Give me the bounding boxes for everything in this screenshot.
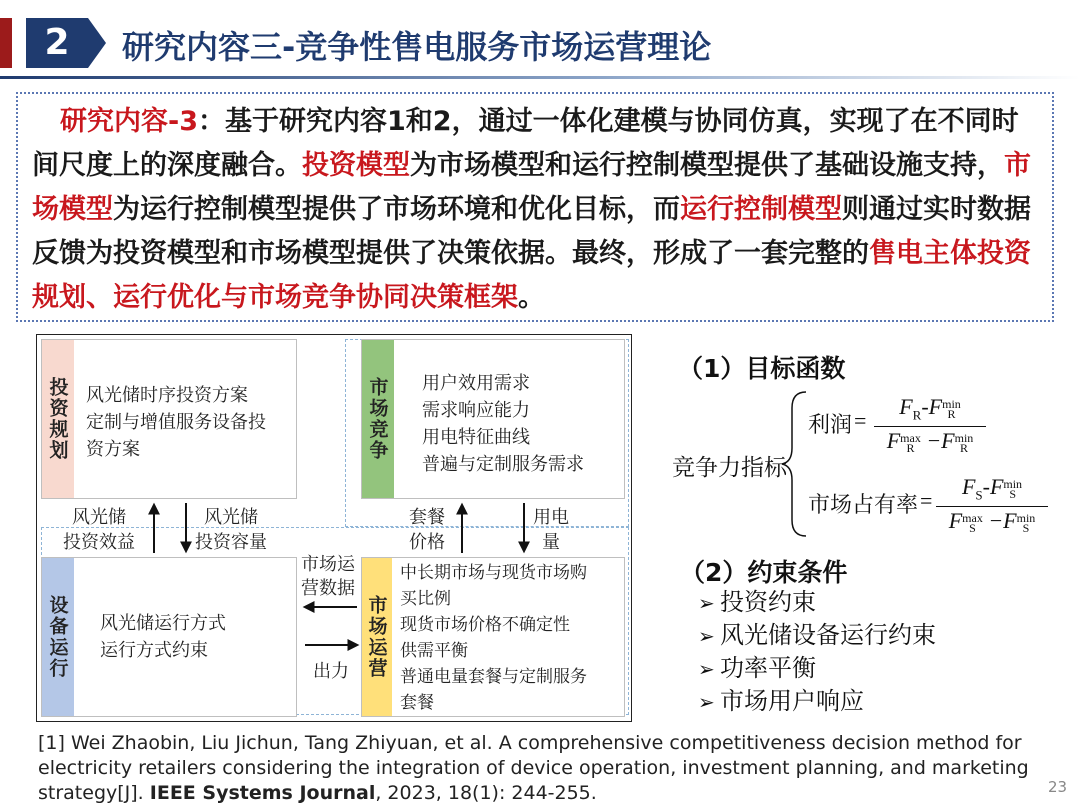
market-ops-line: 套餐 [400, 693, 434, 713]
equals-sign: = [854, 408, 867, 433]
constraint-item [698, 685, 936, 718]
slide-title: 研究内容三-竞争性售电服务市场运营理论 [122, 28, 712, 66]
reference-suffix: , 2023, 18(1): 244-255. [375, 782, 597, 804]
bullet-arrow-icon: ➢ [698, 591, 715, 615]
market-ops-line: 普通电量套餐与定制服务 [400, 667, 587, 687]
constraint-label: 市场用户响应 [720, 687, 864, 715]
market-ops-line: 供需平衡 [400, 641, 468, 661]
constraint-label: 功率平衡 [720, 654, 816, 682]
intro-segment: 。 [518, 282, 545, 313]
constraint-label: 投资约束 [720, 588, 816, 616]
intro-segment: 售电主体投资规划、运行优化与市场竞争协同决策框架 [32, 238, 1031, 313]
profit-numerator: $F_R-F$ min R [899, 394, 961, 423]
profit-fraction-bar [874, 426, 986, 427]
share-label: 市场占有率 [808, 492, 919, 517]
share-fraction-bar [936, 506, 1048, 507]
market-ops-line: 买比例 [400, 589, 451, 609]
page-number: 23 [1048, 778, 1068, 796]
market-line: 用户效用需求 [422, 373, 530, 394]
investment-line: 资方案 [86, 439, 140, 460]
intro-segment: 为运行控制模型提供了市场环境和优化目标，而 [113, 194, 680, 225]
section-number-badge: 2 [26, 18, 88, 68]
profit-label: 利润 [808, 412, 853, 437]
capacity-label-line: 投资容量 [195, 532, 267, 553]
market-line: 普遍与定制服务需求 [422, 454, 584, 475]
market-line: 需求响应能力 [422, 400, 530, 421]
capacity-label-line: 风光储 [204, 507, 258, 528]
market-operation-tag: 市场运营 [362, 558, 392, 716]
profit-denominator: F max R −F min R [886, 428, 974, 455]
intro-segment: ：基于研究内容1和2，通过一体化建模与协同仿真，实现了在不同时间尺度上的深度融合。 [32, 106, 1019, 181]
bullet-arrow-icon: ➢ [698, 624, 715, 648]
bullet-arrow-icon: ➢ [698, 690, 715, 714]
constraint-item [698, 652, 936, 685]
bullet-arrow-icon: ➢ [698, 657, 715, 681]
market-competition-tag: 市场竞争 [362, 340, 394, 498]
reference-text: [1] Wei Zhaobin, Liu Jichun, Tang Zhiyuan, et al. A comprehensive competitiveness decision method for electricity retailers considering the integration of device operation, investment planning, and marketing strategy[J]. [38, 732, 1029, 804]
equals-sign: = [920, 488, 933, 513]
market-data-label-line: 营数据 [301, 578, 355, 599]
operation-line: 运行方式约束 [100, 640, 208, 661]
investment-line: 风光储时序投资方案 [86, 385, 248, 406]
reference-citation [38, 731, 1038, 806]
investment-line: 定制与增值服务设备投 [86, 412, 266, 433]
market-ops-line: 中长期市场与现货市场购 [400, 563, 587, 583]
constraints-title: （2）约束条件 [680, 558, 848, 587]
share-denominator: F max S −F min S [948, 508, 1036, 535]
consumption-label-line: 量 [542, 532, 560, 553]
consumption-label-line: 用电 [533, 507, 569, 528]
package-price-label-line: 价格 [409, 532, 445, 553]
market-line: 用电特征曲线 [422, 427, 530, 448]
benefit-label-line: 风光储 [72, 507, 126, 528]
intro-segment: 投资模型 [302, 150, 410, 181]
package-price-label-line: 套餐 [409, 507, 445, 528]
market-data-label-line: 市场运 [301, 554, 355, 575]
operation-line: 风光储运行方式 [100, 613, 226, 634]
constraint-label: 风光储设备运行约束 [720, 621, 936, 649]
investment-tag: 投资规划 [42, 340, 74, 498]
output-label: 出力 [313, 661, 349, 682]
intro-segment: 运行控制模型 [680, 194, 842, 225]
intro-segment: 为市场模型和运行控制模型提供了基础设施支持， [410, 150, 1004, 181]
device-operation-tag: 设备运行 [42, 558, 74, 716]
intro-segment: 则通过实时数据反馈为投资模型和市场模型提供了决策依据。最终，形成了一套完整的 [32, 194, 1031, 269]
intro-segment: 市场模型 [32, 150, 1031, 225]
market-ops-line: 现货市场价格不确定性 [400, 615, 570, 635]
constraints-list [698, 586, 936, 718]
constraint-item [698, 619, 936, 652]
constraint-item [698, 586, 936, 619]
intro-segment: 研究内容-3 [60, 106, 198, 137]
reference-journal: IEEE Systems Journal [149, 782, 376, 804]
benefit-label-line: 投资效益 [63, 532, 135, 553]
objective-title: （1）目标函数 [678, 354, 846, 383]
indicator-label: 竞争力指标 [672, 455, 787, 480]
share-numerator: $F_S-F$ min S [961, 474, 1023, 503]
